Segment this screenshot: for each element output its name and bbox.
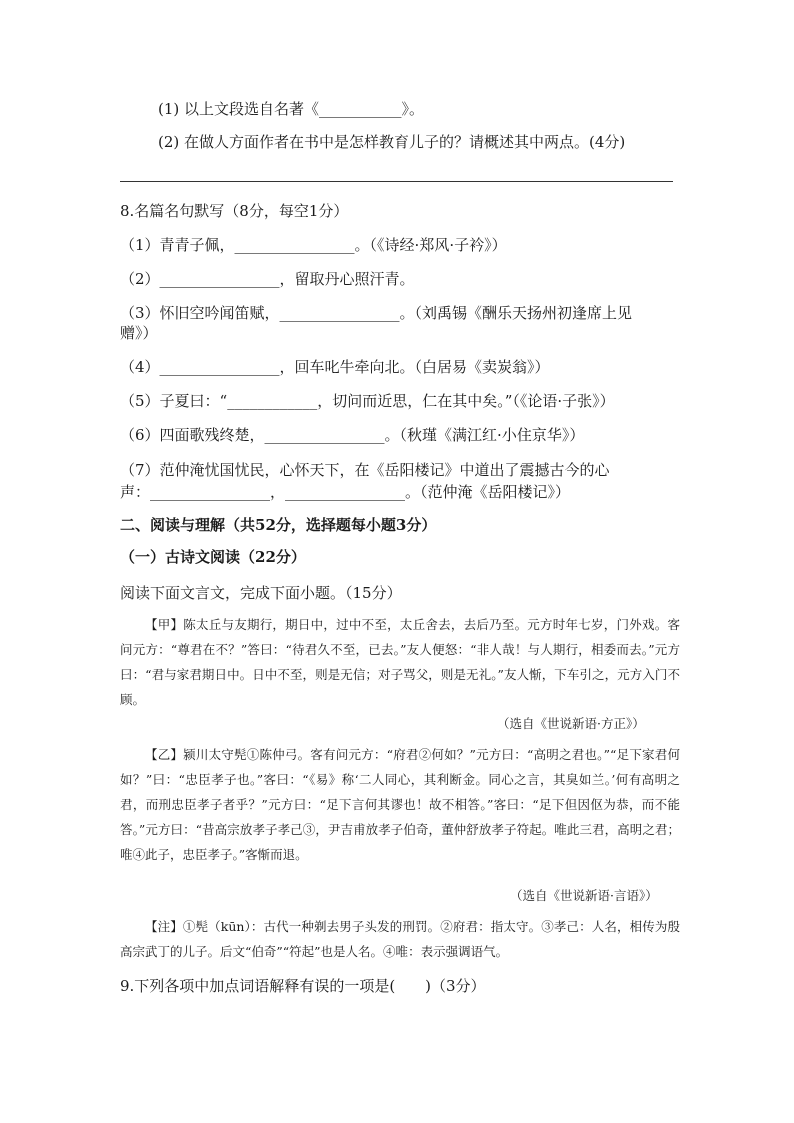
section-2-title: 二、阅读与理解（共52分，选择题每小题3分） <box>120 516 437 534</box>
recite-line-3: （3）怀旧空吟闻笛赋，________________。（刘禹锡《酬乐天扬州初逢席上见 <box>120 304 633 322</box>
recite-line-5: （5）子夏曰：“____________，切问而近思，仁在其中矣。”（《论语·子张》） <box>120 392 615 410</box>
reading-instruction: 阅读下面文言文，完成下面小题。（15分） <box>120 584 402 602</box>
recite-line-7-cont: 声：________________，________________。（范仲淹《岳阳楼记》） <box>120 483 571 501</box>
recite-line-2: （2）________________，留取丹心照汗青。 <box>120 270 415 288</box>
question-1: (1) 以上文段选自名著《___________》。 <box>158 100 425 118</box>
section-8-title: 8.名篇名句默写（8分，每空1分） <box>120 202 349 220</box>
recite-line-6: （6）四面歌残终楚，________________。（秋瑾《满江红·小住京华》） <box>120 426 585 444</box>
passage-jia: 【甲】陈太丘与友期行，期日中，过中不至，太丘舍去，去后乃至。元方时年七岁，门外戏。客问元方：“尊君在不？”答曰：“待君久不至，已去。”友人便怒：“非人哉！与人期行，相委而去。”元方曰：“君与家君期日中。日中不至，则是无信；对子骂父，则是无礼。”友人惭，下车引之，元方入门不顾。 <box>120 617 680 707</box>
annotation-note: 【注】①髡（kūn）：古代一种剃去男子头发的刑罚。②府君：指太守。③孝己：人名，相传为殷高宗武丁的儿子。后文“伯奇”“符起”也是人名。④唯：表示强调语气。 <box>120 919 680 959</box>
answer-line <box>120 181 673 182</box>
question-2: (2) 在做人方面作者在书中是怎样教育儿子的？请概述其中两点。(4分) <box>158 133 626 151</box>
recite-line-7: （7）范仲淹忧国忧民，心怀天下，在《岳阳楼记》中道出了震撼古今的心 <box>120 461 610 479</box>
recite-line-1: （1）青青子佩，________________。（《诗经·郑风·子衿》） <box>120 236 507 254</box>
passage-yi: 【乙】颍川太守髡①陈仲弓。客有问元方：“府君②何如？”元方曰：“高明之君也。”“足下家君何如？”曰：“忠臣孝子也。”客曰：“《易》称‘二人同心，其利断金。同心之言，其臭如兰。’何有高明之君，而刑忠臣孝子者乎？”元方曰：“足下言何其谬也！故不相答。”客曰：“足下但因伛为恭，而不能答。”元方曰：“昔高宗放孝子孝己③，尹吉甫放孝子伯奇，董仲舒放孝子符起。唯此三君，高明之君；唯④此子，忠臣孝子。”客惭而退。 <box>120 747 680 862</box>
question-9: 9.下列各项中加点词语解释有误的一项是( )（3分） <box>120 977 486 995</box>
subsection-title: （一）古诗文阅读（22分） <box>120 548 306 566</box>
recite-line-4: （4）________________，回车叱牛牵向北。（白居易《卖炭翁》） <box>120 358 550 376</box>
recite-line-3-cont: 赠》） <box>120 324 158 342</box>
passage-yi-source: （选自《世说新语·言语》） <box>510 888 658 903</box>
passage-jia-source: （选自《世说新语·方正》） <box>497 716 645 731</box>
